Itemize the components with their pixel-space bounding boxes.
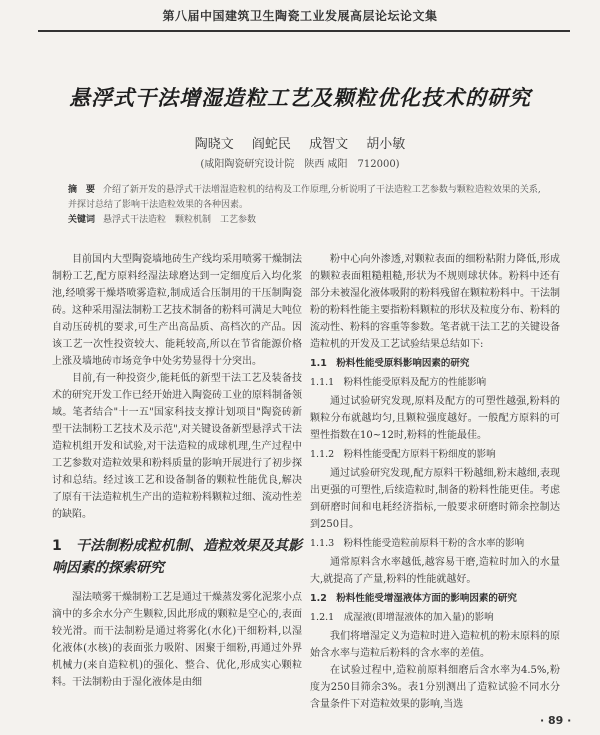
paragraph: 粉中心向外渗透,对颗粒表面的细粉粘附力降低,形成的颗粒表面粗糙粗糙,形状为不规则球状体。粉料中还有部分未被湿化液体吸附的粉料残留在颗粒粉料中。干法制粉的粉料性能主要指粉料颗粒的形状及粒度分布、粉料的流动性、粉料的容重等参数。笔者就干法工艺的关键设备造粒机的开发及工艺试验结果总结如下:: [310, 254, 560, 350]
subsubsection-heading: 1.1.3 粉料性能受造粒前原料干粉的含水率的影响: [310, 538, 525, 549]
paragraph: 通过试验研究发现,原料及配方的可塑性越强,粉料的颗粒分布就越均匀,且颗粒强度越好。一般配方原料的可塑性指数在10~12时,粉料的性能最佳。: [310, 396, 560, 441]
authors: [0, 133, 600, 152]
author-2: 阎蛇民: [251, 137, 291, 152]
abstract: [68, 183, 548, 228]
paragraph: 通常原料含水率越低,越容易干磨,造粒时加入的水量大,就提高了产量,粉料的性能就越好。: [310, 557, 560, 585]
affiliation: (咸阳陶瓷研究设计院 陕西 咸阳 712000): [200, 159, 400, 170]
subsection-heading: 1.1 粉料性能受原料影响因素的研究: [310, 358, 470, 369]
author-3: 成智文: [309, 137, 349, 152]
abstract-text: 介绍了新开发的悬浮式干法增湿造粒机的结构及工作原理,分析说明了干法造粒工艺参数与颗粒造粒效果的关系,并探讨总结了影响干法造粒效果的各种因素。: [68, 185, 541, 210]
abstract-label: 摘 要: [68, 185, 96, 195]
keywords-text: 悬浮式干法造粒 颗粒机制 工艺参数: [103, 215, 257, 225]
subsubsection-heading: 1.1.2 粉料性能受配方原料干粉细度的影响: [310, 449, 496, 460]
author-4: 胡小敏: [366, 137, 406, 152]
section-title: 干法制粉成粒机制、造粒效果及其影响因素的探索研究: [52, 538, 302, 576]
paragraph: 湿法喷雾干燥制粉工艺是通过干燥蒸发雾化泥浆小点滴中的多余水分产生颗粒,因此形成的颗粒是空心的,表面较光滑。而干法制粉是通过将雾化(水化)干细粉料,以湿化液体(水核)的表面张力吸附、困聚于细粉,再通过外界机械力(来自造粒机)的强化、整合、优化,形成实心颗粒料。干法制粉由于湿化液体是由细: [52, 592, 302, 688]
subsection-heading: 1.2 粉料性能受增湿液体方面的影响因素的研究: [310, 593, 517, 604]
paragraph: 通过试验研究发现,配方原料干粉越细,粉末越细,表现出更强的可塑性,后续造粒时,制备的粉料性能更佳。考虑到研磨时间和电耗经济指标,一般要求研磨时筛余控制达到250目。: [310, 468, 560, 530]
paragraph: 我们将增湿定义为造粒时进入造粒机的粉末原料的原始含水率与造粒后粉料的含水率的差值。: [310, 631, 560, 659]
section-number: 1: [52, 538, 62, 554]
page-number: · 89 ·: [540, 714, 572, 727]
section-heading-1: [52, 535, 302, 579]
header-rule: [38, 30, 570, 32]
paragraph: 目前国内大型陶瓷墙地砖生产线均采用喷雾干燥制法制粉工艺,配方原料经湿法球磨达到一定细度后入均化浆池,经喷雾干燥塔喷雾造粒,制成适合压制用的干压制陶瓷砖。这种采用湿法制粉工艺技术制备的粉料可满足大吨位自动压砖机的要求,可生产出高品质、高档次的产品。因该工艺一次性投资较大、能耗较高,所以在节省能源价格上涨及墙地砖市场竞争中处劣势显得十分突出。: [52, 254, 302, 367]
running-header: 第八届中国建筑卫生陶瓷工业发展高层论坛论文集: [162, 8, 438, 23]
right-column: [310, 251, 560, 713]
subsubsection-heading: 1.1.1 粉料性能受原料及配方的性能影响: [310, 377, 487, 388]
author-1: 陶晓文: [194, 137, 234, 152]
paragraph: 目前,有一种投资少,能耗低的新型干法工艺及装备技术的研究开发工作已经开始进入陶瓷砖工业的原料制备领域。笔者结合"十一五"国家科技支撑计划项目"陶瓷砖新型干法制粉工艺技术及示范",对关键设备新型悬浮式干法造粒机组开发和试验,对干法造粒的成球机理,生产过程中工艺参数对造粒效果和粉料质量的影响开展进行了初步探讨和总结。经过该工艺和设备制备的颗粒性能优良,解决了原有干法造粒机生产出的造粒粉料颗粒过细、流动性差的缺陷。: [52, 373, 302, 520]
subsubsection-heading: 1.2.1 成湿液(即增湿液体的加入量)的影响: [310, 612, 494, 623]
paper-title: 悬浮式干法增湿造粒工艺及颗粒优化技术的研究: [69, 86, 531, 110]
left-column: [52, 251, 302, 691]
paragraph: 在试验过程中,造粒前原料细磨后含水率为4.5%,粉度为250目筛余3%。表1分别测出了造粒试验不同水分含量条件下对造粒效果的影响,当选: [310, 665, 560, 710]
keywords-label: 关键词: [68, 215, 96, 225]
